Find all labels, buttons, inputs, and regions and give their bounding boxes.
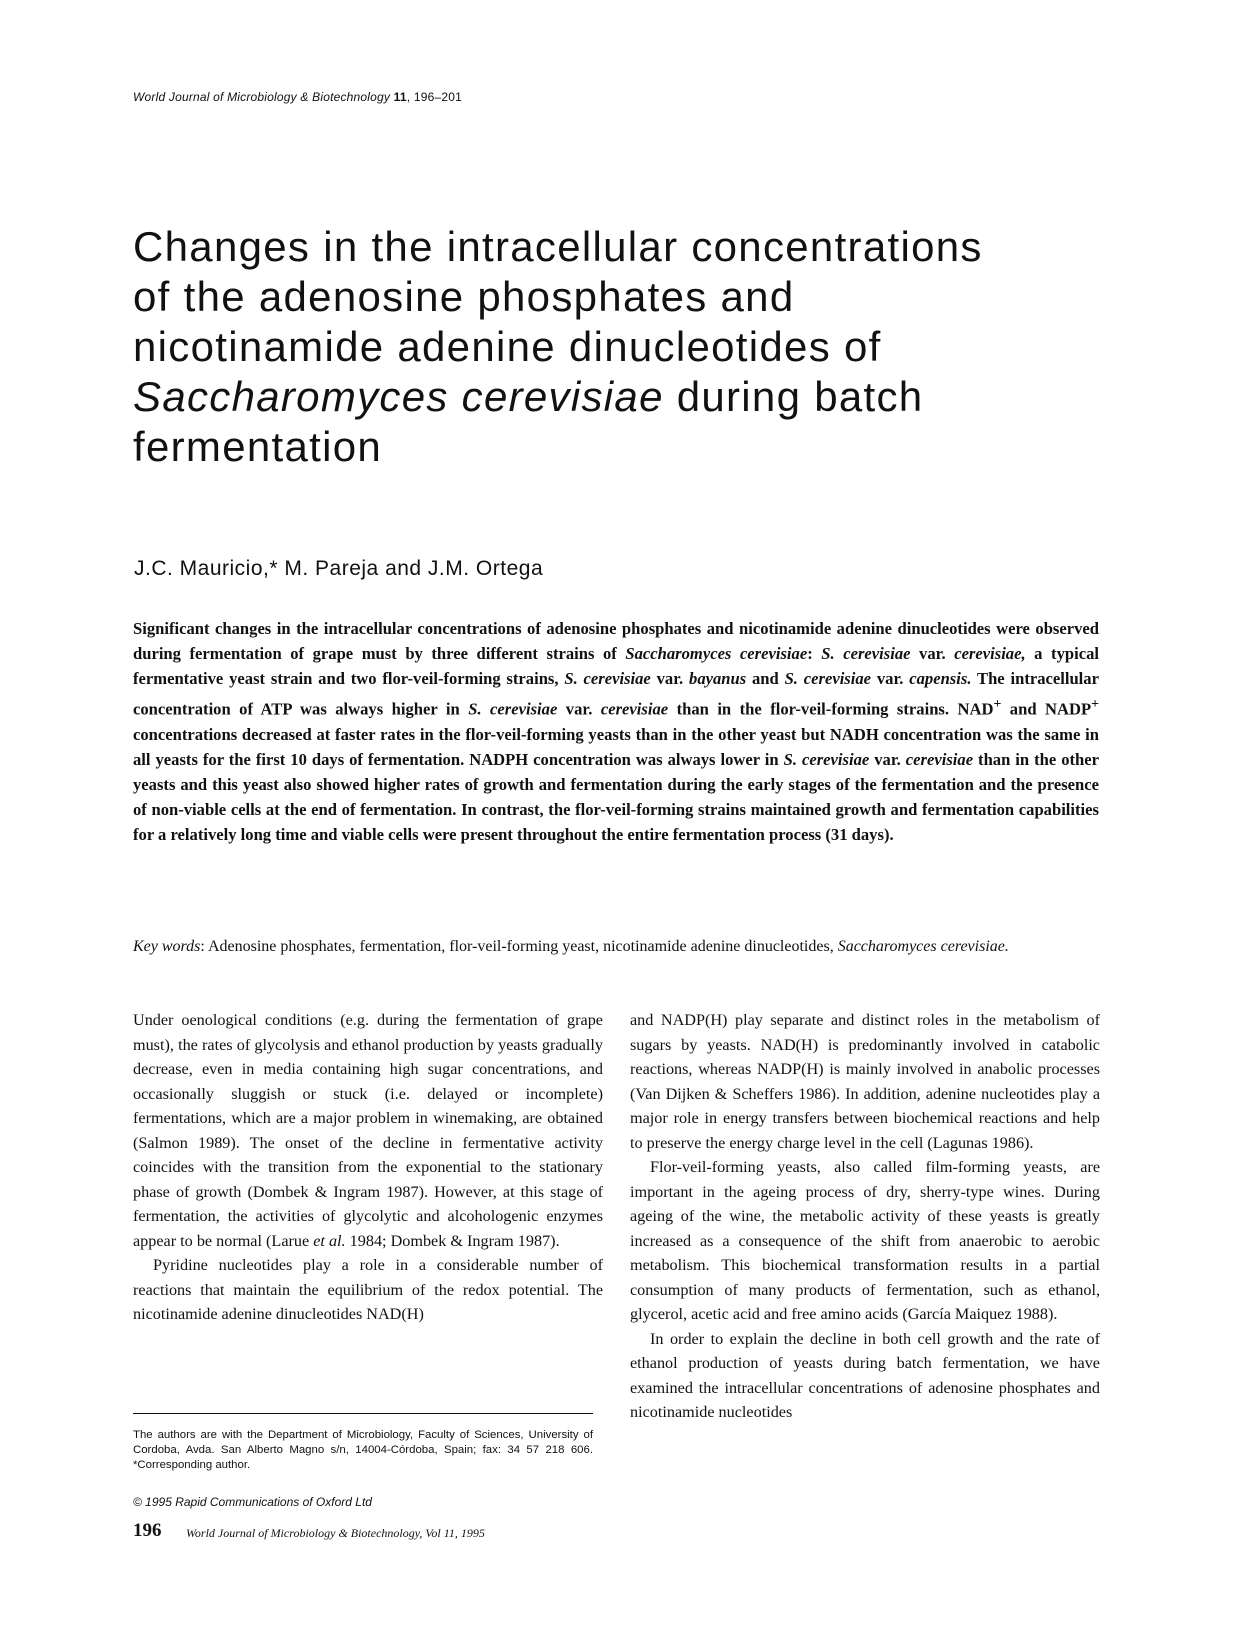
body-paragraph: Pyridine nucleotides play a role in a considerable number of reactions that maintain the equilibrium of the redox potential. The nicotinamide adenine dinucleotides NAD(H) <box>133 1256 603 1323</box>
keywords: Key words: Adenosine phosphates, fermentation, flor-veil-forming yeast, nicotinamide adenine dinucleotides, Saccharomyces cerevisiae. <box>133 938 1009 955</box>
body-column-right <box>630 1008 1100 1425</box>
journal-name: World Journal of Microbiology & Biotechnology <box>133 90 391 104</box>
page-number: 196 <box>133 1520 162 1541</box>
title-line: of the adenosine phosphates and <box>133 273 795 320</box>
abstract: Significant changes in the intracellular concentrations of adenosine phosphates and nicotinamide adenine dinucleotides were observed during fermentation of grape must by three different strains of Saccharomyces cerevisiae: S. cerevisiae var. cerevisiae, a typical fermentative yeast strain and two flor-veil-forming strains, S. cerevisiae var. bayanus and S. cerevisiae var. capensis. The intracellular concentration of ATP was always higher in S. cerevisiae var. cerevisiae than in the flor-veil-forming strains. NAD+ and NADP+ concentrations decreased at faster rates in the flor-veil-forming yeasts than in the other yeast but NADH concentration was the same in all yeasts for the first 10 days of fermentation. NADPH concentration was always lower in S. cerevisiae var. cerevisiae than in the other yeasts and this yeast also showed higher rates of growth and fermentation during the early stages of the fermentation and the presence of non-viable cells at the end of fermentation. In contrast, the flor-veil-forming strains maintained growth and fermentation capabilities for a relatively long time and viable cells were present throughout the entire fermentation process (31 days). <box>133 619 1100 844</box>
page-range: , 196–201 <box>406 90 462 104</box>
keywords-species: Saccharomyces cerevisiae. <box>837 938 1009 955</box>
title-line: during batch <box>663 373 924 420</box>
title-species: Saccharomyces cerevisiae <box>133 373 664 420</box>
title-line: nicotinamide adenine dinucleotides of <box>133 323 882 370</box>
body-paragraph: Under oenological conditions (e.g. during the fermentation of grape must), the rates of glycolysis and ethanol production by yeasts gradually decrease, even in media containing high sugar concentrations, and occasionally sluggish or stuck (i.e. delayed or incomplete) fermentations, which are a major problem in winemaking, are obtained (Salmon 1989). The onset of the decline in fermentative activity coincides with the transition from the exponential to the stationary phase of growth (Dombek & Ingram 1987). However, at this stage of fermentation, the activities of glycolytic and alcohologenic enzymes appear to be normal (Larue et al. 1984; Dombek & Ingram 1987). <box>133 1011 603 1250</box>
body-paragraph: Flor-veil-forming yeasts, also called film-forming yeasts, are important in the ageing process of dry, sherry-type wines. During ageing of the wine, the metabolic activity of these yeasts is greatly increased as a consequence of the shift from anaerobic to aerobic metabolism. This biochemical transformation results in a partial consumption of many products of fermentation, such as ethanol, glycerol, acetic acid and free amino acids (García Maiquez 1988). <box>630 1158 1100 1323</box>
keywords-label: Key words <box>133 938 201 955</box>
running-footer: World Journal of Microbiology & Biotechnology, Vol 11, 1995 <box>186 1526 485 1540</box>
running-header <box>133 90 462 104</box>
body-paragraph: and NADP(H) play separate and distinct roles in the metabolism of sugars by yeasts. NAD(H) is predominantly involved in catabolic reactions, whereas NADP(H) is mainly involved in anabolic processes (Van Dijken & Scheffers 1986). In addition, adenine nucleotides play a major role in energy transfers between biochemical reactions and help to preserve the energy charge level in the cell (Lagunas 1986). <box>630 1011 1100 1152</box>
author-affiliation-footnote: The authors are with the Department of Microbiology, Faculty of Sciences, University of Cordoba, Avda. San Alberto Magno s/n, 14004-Córdoba, Spain; fax: 34 57 218 606. *Corresponding author. <box>133 1429 593 1471</box>
footnote-divider <box>133 1413 593 1414</box>
title-line: Changes in the intracellular concentrations <box>133 223 983 270</box>
body-column-left <box>133 1008 603 1327</box>
article-title <box>133 222 1133 472</box>
copyright-notice: © 1995 Rapid Communications of Oxford Ltd <box>133 1495 372 1509</box>
keywords-list: Adenosine phosphates, fermentation, flor-veil-forming yeast, nicotinamide adenine dinucleotides, <box>207 938 838 955</box>
title-line: fermentation <box>133 423 383 470</box>
volume-number: 11 <box>393 90 407 104</box>
author-list: J.C. Mauricio,* M. Pareja and J.M. Ortega <box>134 557 544 580</box>
body-paragraph: In order to explain the decline in both cell growth and the rate of ethanol production of yeasts during batch fermentation, we have examined the intracellular concentrations of adenosine phosphates and nicotinamide nucleotides <box>630 1329 1100 1421</box>
